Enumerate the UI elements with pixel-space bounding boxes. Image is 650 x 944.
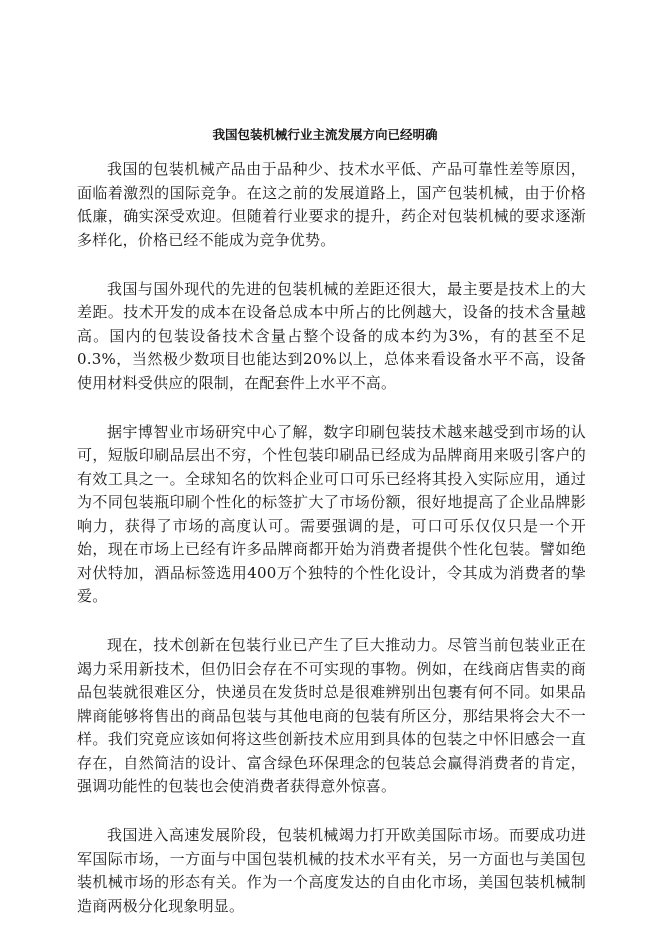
paragraph-2: 我国与国外现代的先进的包装机械的差距还很大，最主要是技术上的大差距。技术开发的成本在设备总成本中所占的比例越大，设备的技术含量越高。国内的包装设备技术含量占整个设备的成本约为3%，有的甚至不足0.3%，当然极少数项目也能达到20%以上，总体来看设备水平不高，设备使用材料受供应的限制，在配套件上水平不高。 (77, 279, 586, 392)
paragraph-1: 我国的包装机械产品由于品种少、技术水平低、产品可靠性差等原因，面临着激烈的国际竞争。在这之前的发展道路上，国产包装机械，由于价格低廉，确实深受欢迎。但随着行业要求的提升，药企对包装机械的要求逐渐多样化，价格已经不能成为竞争优势。 (77, 160, 586, 249)
paragraph-5: 我国进入高速发展阶段，包装机械竭力打开欧美国际市场。而要成功进军国际市场，一方面与中国包装机械的技术水平有关，另一方面也与美国包装机械市场的形态有关。作为一个高度发达的自由化市场，美国包装机械制造商两极分化现象明显。 (77, 826, 586, 915)
paragraph-4: 现在，技术创新在包装行业已产生了巨大推动力。尽管当前包装业正在竭力采用新技术，但仍旧会存在不可实现的事物。例如，在线商店售卖的商品包装就很难区分，快递员在发货时总是很难辨别出包裹有何不同。如果品牌商能够将售出的商品包装与其他电商的包装有所区分，那结果将会大不一样。我们究竟应该如何将这些创新技术应用到具体的包装之中怀旧感会一直存在，自然简洁的设计、富含绿色环保理念的包装总会赢得消费者的肯定，强调功能性的包装也会使消费者获得意外惊喜。 (77, 636, 586, 795)
paragraph-3: 据宇博智业市场研究中心了解，数字印刷包装技术越来越受到市场的认可，短版印刷品层出不穷，个性包装印刷品已经成为品牌商用来吸引客户的有效工具之一。全球知名的饮料企业可口可乐已经将其投入实际应用，通过为不同包装瓶印刷个性化的标签扩大了市场份额，很好地提高了企业品牌影响力，获得了市场的高度认可。需要强调的是，可口可乐仅仅只是一个开始，现在市场上已经有许多品牌商都开始为消费者提供个性化包装。譬如绝对伏特加，酒品标签选用400万个独特的个性化设计，令其成为消费者的挚爱。 (77, 422, 586, 605)
document-body (77, 158, 586, 944)
document-title: 我国包装机械行业主流发展方向已经明确 (212, 127, 438, 142)
